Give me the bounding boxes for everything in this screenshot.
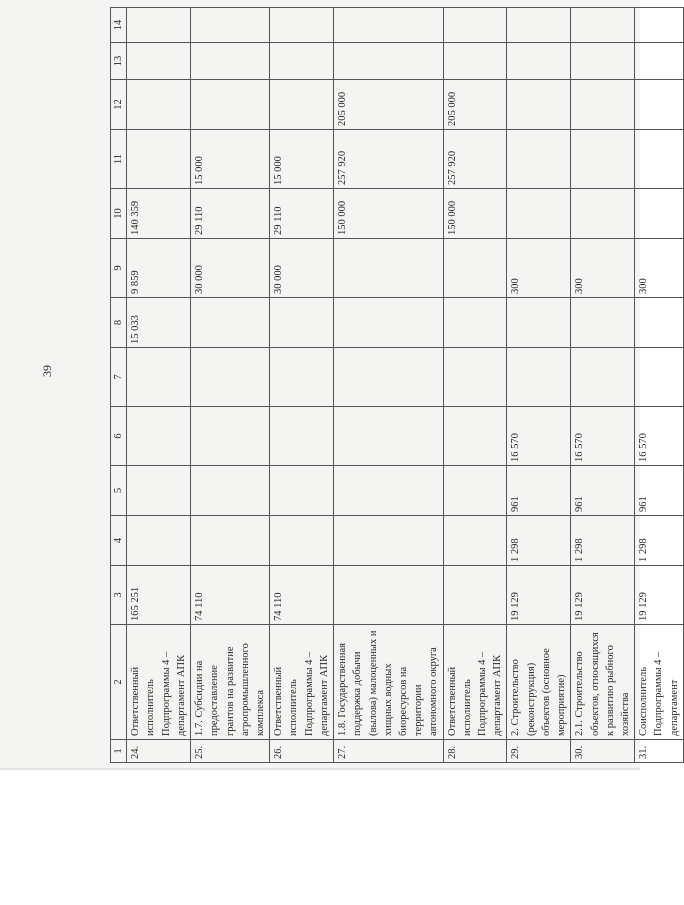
row-number-cell: 27. <box>334 740 444 763</box>
value-cell <box>127 130 191 189</box>
table-row <box>127 8 191 763</box>
column-header: 3 <box>111 566 127 625</box>
column-header: 4 <box>111 516 127 566</box>
row-number-cell: 24. <box>127 740 191 763</box>
value-cell: 961 <box>571 466 635 516</box>
value-cell <box>635 189 684 239</box>
value-cell <box>191 407 270 466</box>
value-cell <box>571 189 635 239</box>
row-number-cell: 28. <box>443 740 507 763</box>
value-cell <box>127 466 191 516</box>
value-cell: 150 000 <box>443 189 507 239</box>
value-cell <box>334 348 444 407</box>
value-cell <box>334 516 444 566</box>
value-cell <box>507 43 571 80</box>
column-header: 1 <box>111 740 127 763</box>
value-cell <box>334 43 444 80</box>
value-cell <box>191 43 270 80</box>
value-cell: 19 129 <box>571 566 635 625</box>
value-cell: 16 570 <box>571 407 635 466</box>
column-header: 2 <box>111 625 127 740</box>
row-label-cell: Ответственный исполнитель Подпрограммы 4 – департамент АПК <box>443 625 507 740</box>
column-header: 13 <box>111 43 127 80</box>
value-cell <box>635 130 684 189</box>
table-row <box>507 8 571 763</box>
value-cell: 19 129 <box>635 566 684 625</box>
value-cell <box>635 80 684 130</box>
value-cell <box>571 80 635 130</box>
value-cell <box>127 43 191 80</box>
value-cell <box>191 298 270 348</box>
value-cell <box>443 516 507 566</box>
table-row <box>191 8 270 763</box>
value-cell: 16 570 <box>635 407 684 466</box>
row-label-cell: 1.8. Государственная поддержка добычи (вылова) малоценных и хищных водных биоресурсов на территории автономного округа <box>334 625 444 740</box>
row-label-cell: Ответственный исполнитель Подпрограммы 4 – департамент АПК <box>127 625 191 740</box>
table-row <box>334 8 444 763</box>
value-cell <box>507 348 571 407</box>
value-cell <box>507 189 571 239</box>
value-cell <box>127 407 191 466</box>
value-cell: 19 129 <box>507 566 571 625</box>
value-cell <box>443 43 507 80</box>
value-cell: 257 920 <box>334 130 444 189</box>
value-cell: 30 000 <box>270 239 334 298</box>
value-cell: 300 <box>507 239 571 298</box>
value-cell <box>127 80 191 130</box>
value-cell <box>270 80 334 130</box>
value-cell <box>191 8 270 43</box>
value-cell <box>270 8 334 43</box>
value-cell <box>334 239 444 298</box>
value-cell <box>191 516 270 566</box>
value-cell: 150 000 <box>334 189 444 239</box>
value-cell <box>507 8 571 43</box>
value-cell: 15 033 <box>127 298 191 348</box>
value-cell <box>127 8 191 43</box>
value-cell <box>127 516 191 566</box>
value-cell <box>507 130 571 189</box>
value-cell: 205 000 <box>443 80 507 130</box>
value-cell: 15 000 <box>270 130 334 189</box>
row-label-cell: Ответственный исполнитель Подпрограммы 4 – департамент АПК <box>270 625 334 740</box>
value-cell <box>635 43 684 80</box>
value-cell <box>127 348 191 407</box>
value-cell <box>334 466 444 516</box>
header-row <box>111 8 127 763</box>
value-cell <box>191 80 270 130</box>
value-cell <box>443 466 507 516</box>
column-header: 11 <box>111 130 127 189</box>
row-number-cell: 30. <box>571 740 635 763</box>
value-cell <box>507 80 571 130</box>
value-cell <box>443 566 507 625</box>
value-cell: 300 <box>635 239 684 298</box>
value-cell: 1 298 <box>507 516 571 566</box>
value-cell: 16 570 <box>507 407 571 466</box>
value-cell: 15 000 <box>191 130 270 189</box>
value-cell <box>334 298 444 348</box>
value-cell: 961 <box>507 466 571 516</box>
value-cell: 9 859 <box>127 239 191 298</box>
value-cell: 300 <box>571 239 635 298</box>
value-cell: 1 298 <box>635 516 684 566</box>
value-cell <box>571 298 635 348</box>
value-cell <box>443 407 507 466</box>
value-cell <box>571 43 635 80</box>
row-number-cell: 26. <box>270 740 334 763</box>
row-number-cell: 31. <box>635 740 684 763</box>
rotated-table-wrapper <box>110 19 680 763</box>
value-cell <box>507 298 571 348</box>
row-label-cell: 2.1. Строительство объектов, относящихся к развитию рыбного хозяйства <box>571 625 635 740</box>
value-cell <box>635 298 684 348</box>
page-edge <box>0 768 640 770</box>
table-row <box>571 8 635 763</box>
value-cell: 29 110 <box>270 189 334 239</box>
value-cell <box>270 407 334 466</box>
table-row <box>635 8 684 763</box>
column-header: 7 <box>111 348 127 407</box>
column-header: 6 <box>111 407 127 466</box>
value-cell <box>443 348 507 407</box>
value-cell <box>334 407 444 466</box>
column-header: 8 <box>111 298 127 348</box>
value-cell: 257 920 <box>443 130 507 189</box>
value-cell <box>270 43 334 80</box>
value-cell <box>270 348 334 407</box>
value-cell: 205 000 <box>334 80 444 130</box>
table-row <box>443 8 507 763</box>
row-label-cell: Соисполнитель Подпрограммы 4 – департамент <box>635 625 684 740</box>
value-cell <box>571 8 635 43</box>
value-cell <box>334 8 444 43</box>
table-row <box>270 8 334 763</box>
value-cell: 74 110 <box>270 566 334 625</box>
value-cell: 29 110 <box>191 189 270 239</box>
row-label-cell: 1.7. Субсидии на предоставление грантов на развитие агропромышленного комплекса <box>191 625 270 740</box>
value-cell <box>191 348 270 407</box>
column-header: 12 <box>111 80 127 130</box>
row-number-cell: 25. <box>191 740 270 763</box>
value-cell: 140 359 <box>127 189 191 239</box>
value-cell <box>334 566 444 625</box>
value-cell: 74 110 <box>191 566 270 625</box>
value-cell <box>443 239 507 298</box>
value-cell: 961 <box>635 466 684 516</box>
value-cell <box>443 298 507 348</box>
value-cell <box>270 516 334 566</box>
value-cell <box>571 130 635 189</box>
value-cell: 30 000 <box>191 239 270 298</box>
value-cell <box>635 8 684 43</box>
row-label-cell: 2. Строительство (реконструкция) объектов (основное мероприятие) <box>507 625 571 740</box>
column-header: 10 <box>111 189 127 239</box>
row-number-cell: 29. <box>507 740 571 763</box>
budget-table <box>110 7 684 763</box>
value-cell <box>443 8 507 43</box>
value-cell <box>571 348 635 407</box>
value-cell <box>635 348 684 407</box>
page-number: 39 <box>40 365 54 377</box>
value-cell: 1 298 <box>571 516 635 566</box>
value-cell <box>191 466 270 516</box>
column-header: 14 <box>111 8 127 43</box>
value-cell <box>270 466 334 516</box>
value-cell: 165 251 <box>127 566 191 625</box>
value-cell <box>270 298 334 348</box>
column-header: 5 <box>111 466 127 516</box>
column-header: 9 <box>111 239 127 298</box>
